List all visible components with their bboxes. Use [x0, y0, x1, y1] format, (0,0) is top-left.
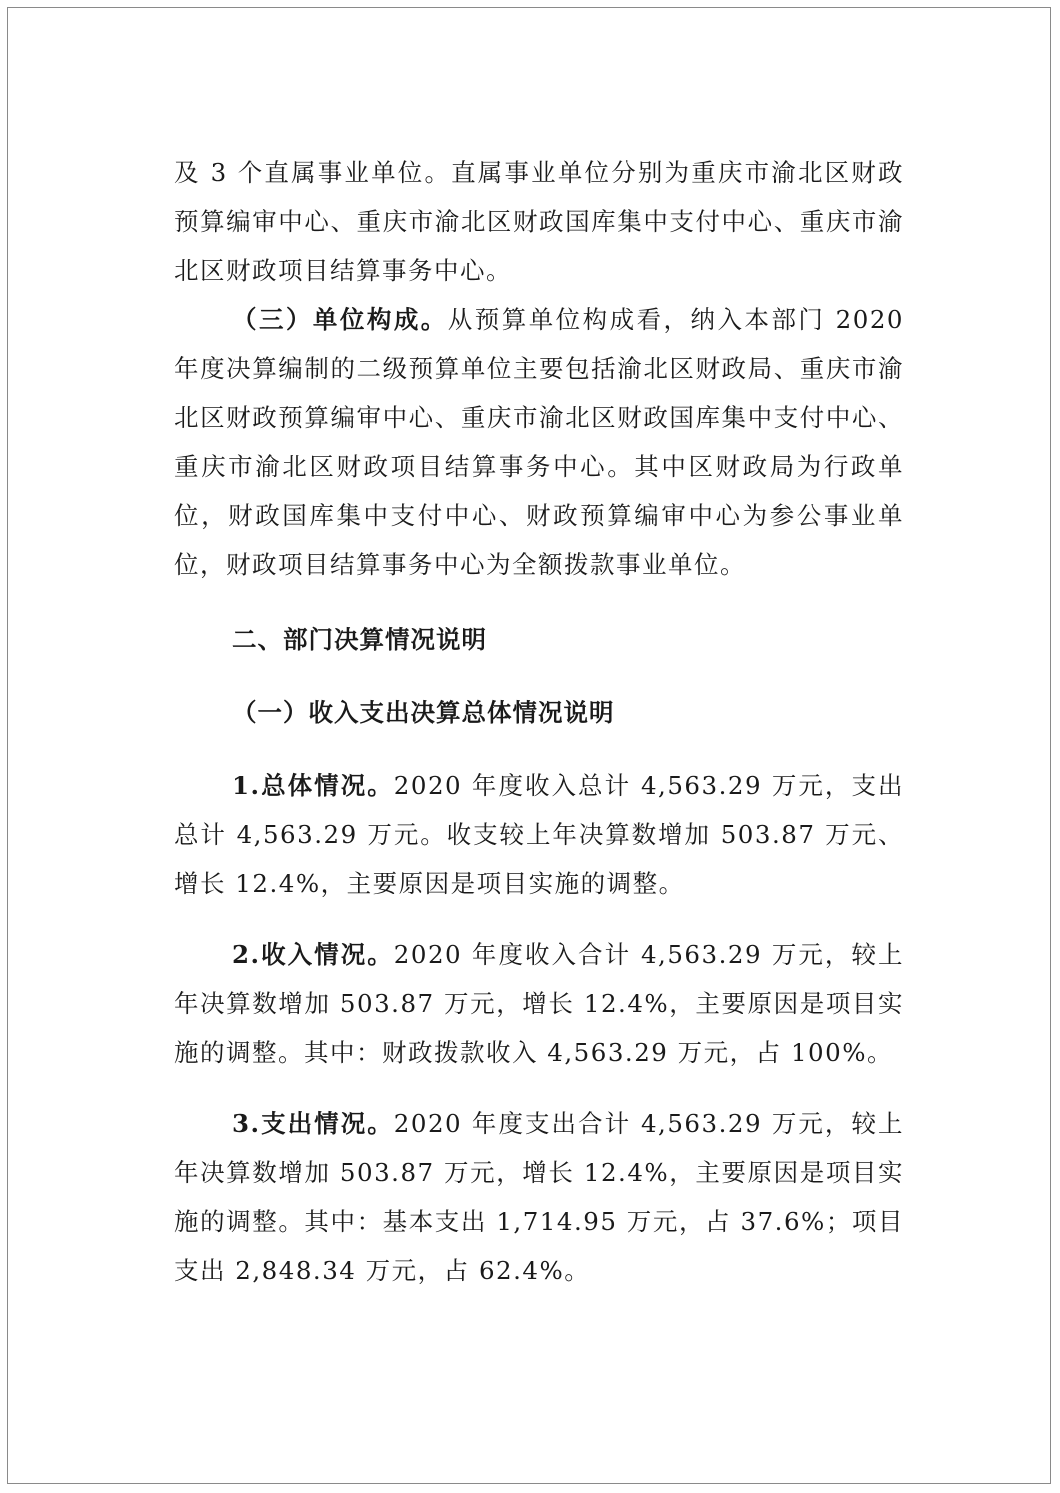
paragraph-overall [174, 761, 904, 908]
section-heading-dept-final-accounts: 二、部门决算情况说明 [232, 625, 487, 654]
subsection-heading-income-expense: （一）收入支出决算总体情况说明 [232, 698, 615, 727]
expense-text: 2020 年度支出合计 4,563.29 万元，较上年决算数增加 503.87 万元，增长 12.4%，主要原因是项目实施的调整。其中：基本支出 1,714.95 万元，占 37.6%；项目支出 2,848.34 万元，占 62.4%。 [174, 1109, 904, 1285]
unit-composition-text: 从预算单位构成看，纳入本部门 2020 年度决算编制的二级预算单位主要包括渝北区财政局、重庆市渝北区财政预算编审中心、重庆市渝北区财政国库集中支付中心、重庆市渝北区财政项目结算事务中心。其中区财政局为行政单位，财政国库集中支付中心、财政预算编审中心为参公事业单位，财政项目结算事务中心为全额拨款事业单位。 [174, 305, 905, 579]
paragraph-units-intro: 及 3 个直属事业单位。直属事业单位分别为重庆市渝北区财政预算编审中心、重庆市渝北区财政国库集中支付中心、重庆市渝北区财政项目结算事务中心。 [174, 158, 904, 285]
unit-composition-heading: （三）单位构成。 [232, 305, 448, 334]
document-page [7, 7, 1051, 1484]
income-heading: 2.收入情况。 [232, 940, 394, 969]
paragraph-unit-composition [174, 295, 904, 589]
paragraph-expense [174, 1099, 904, 1295]
overall-text: 2020 年度收入总计 4,563.29 万元，支出总计 4,563.29 万元。收支较上年决算数增加 503.87 万元、增长 12.4%，主要原因是项目实施的调整。 [174, 771, 904, 898]
document-body [174, 148, 904, 1295]
overall-heading: 1.总体情况。 [232, 771, 394, 800]
paragraph-income [174, 930, 904, 1077]
expense-heading: 3.支出情况。 [232, 1109, 394, 1138]
income-text: 2020 年度收入合计 4,563.29 万元，较上年决算数增加 503.87 万元，增长 12.4%，主要原因是项目实施的调整。其中：财政拨款收入 4,563.29 万元，占 100%。 [174, 940, 904, 1067]
